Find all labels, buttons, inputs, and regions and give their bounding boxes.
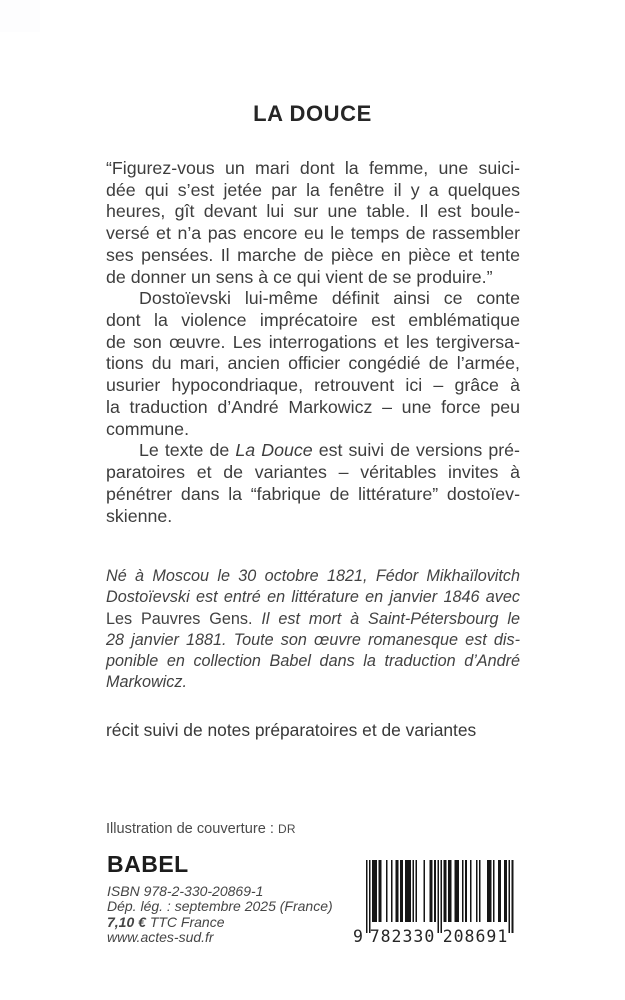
text-line: Les Pauvres Gens. Il est mort à Saint-Pétersbourg le (106, 609, 520, 628)
text-line: ponible en collection Babel dans la traduction d’André (106, 652, 520, 671)
text-line: www.actes-sud.fr (107, 929, 214, 946)
edition-note: récit suivi de notes préparatoires et de variantes (106, 720, 477, 740)
text-line: heures, gît devant lui sur une table. Il est boule- (106, 201, 520, 222)
text-line: Illustration de couverture : DR (106, 821, 296, 837)
cover-credit (106, 821, 520, 837)
text-line: usurier hypocondriaque, retrouvent ici – grâce à (106, 375, 520, 396)
barcode (351, 860, 523, 952)
text-line: versé et n’a pas encore eu le temps de rassembler (106, 223, 520, 244)
text-line: ISBN 978-2-330-20869-1 (107, 883, 264, 899)
synopsis-paragraph-1 (106, 158, 520, 288)
text-line: Dostoïevski lui-même définit ainsi ce conte (139, 288, 520, 309)
synopsis-paragraph-2 (106, 288, 520, 440)
author-bio (106, 566, 520, 694)
barcode-digit-first: 9 (353, 927, 363, 946)
text-line: dée qui s’est jetée par la fenêtre il y a quelques (106, 179, 520, 200)
text-line: dont la violence imprécatoire est emblématique (106, 310, 520, 331)
text-line: de donner un sens à ce qui vient de se produire.” (106, 266, 493, 287)
text-line: de son œuvre. Les interrogations et les tergiversa- (106, 331, 520, 352)
publisher-logo: BABEL (107, 851, 189, 877)
text-line: skienne. (106, 505, 173, 526)
text-line: paratoires et de variantes – véritables invites à (106, 462, 520, 483)
barcode-digits-right: 208691 (442, 927, 509, 946)
synopsis (106, 158, 520, 527)
book-title: LA DOUCE (253, 101, 372, 126)
text-line: ses pensées. Il marche de pièce en pièce et tente (106, 244, 520, 265)
text-line: 28 janvier 1881. Toute son œuvre romanesque est dis- (106, 630, 520, 649)
text-line: 7,10 € TTC France (107, 913, 225, 930)
text-line: commune. (106, 418, 190, 439)
text-line: Né à Moscou le 30 octobre 1821, Fédor Mikhaïlovitch (106, 567, 520, 585)
text-line: Markowicz. (106, 673, 187, 692)
text-line: “Figurez-vous un mari dont la femme, une suici- (106, 158, 520, 178)
synopsis-paragraph-3 (106, 440, 520, 527)
colophon (107, 884, 333, 946)
text-line: la traduction d’André Markowicz – une force peu (106, 396, 520, 417)
text-line: tions du mari, ancien officier congédié de l’armée, (106, 353, 520, 374)
text-line: pénétrer dans la “fabrique de littérature” dostoïev- (106, 483, 520, 504)
text-line: Dép. lég. : septembre 2025 (France) (107, 898, 333, 915)
scan-artifact (0, 0, 40, 32)
barcode-digits-left: 782330 (369, 927, 436, 946)
barcode-bars (366, 860, 515, 934)
text-line: Dostoïevski est entré en littérature en janvier 1846 avec (106, 588, 520, 607)
text-line: Le texte de La Douce est suivi de versions pré- (139, 440, 520, 461)
